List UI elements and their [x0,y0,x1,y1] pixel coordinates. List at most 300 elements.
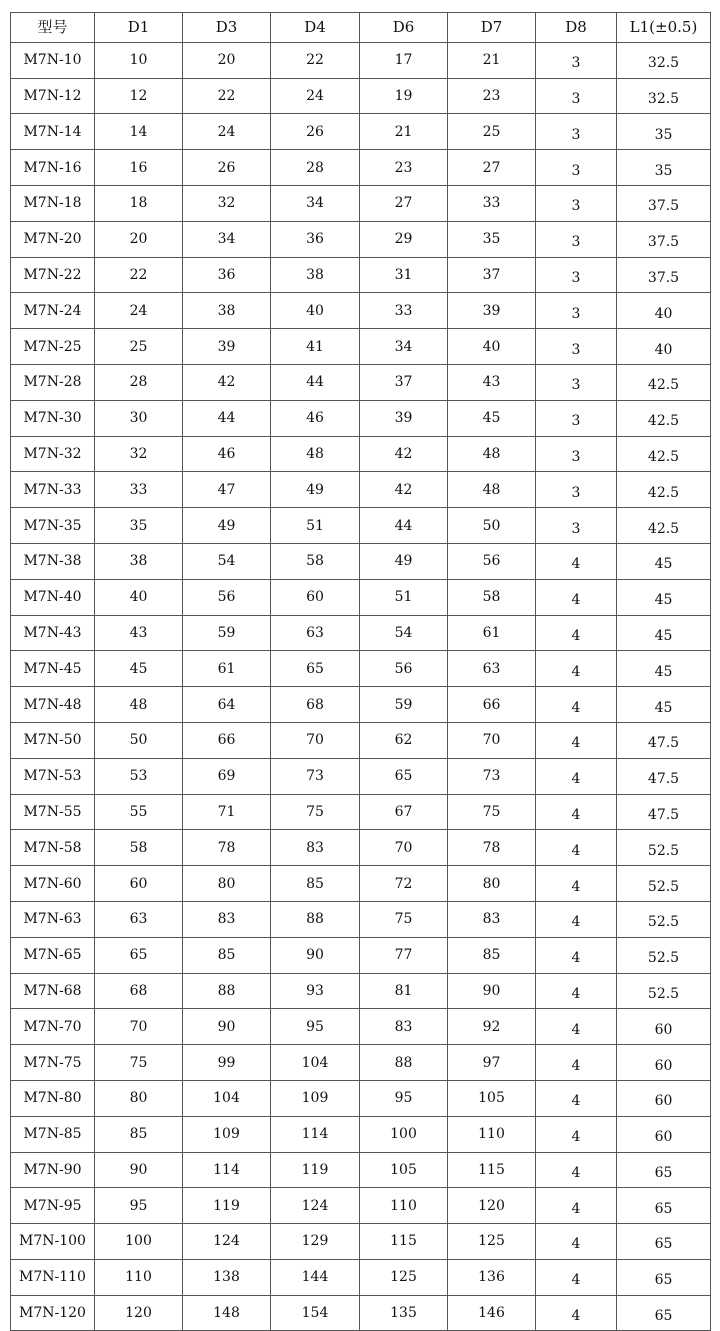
cell-d1: 16 [95,150,183,186]
cell-d8: 3 [536,329,617,365]
cell-d7: 66 [448,687,536,723]
cell-l1: 65 [617,1295,711,1331]
cell-d1: 35 [95,508,183,544]
cell-d4: 129 [271,1224,360,1260]
cell-d8: 4 [536,1295,617,1331]
cell-l1: 60 [617,1080,711,1116]
cell-d7: 48 [448,472,536,508]
table-row [11,579,711,615]
cell-d4: 63 [271,615,360,651]
cell-l1: 45 [617,543,711,579]
cell-d6: 65 [360,758,448,794]
cell-d3: 124 [183,1224,271,1260]
table-row [11,185,711,221]
cell-d7: 39 [448,293,536,329]
cell-l1: 47.5 [617,722,711,758]
cell-d8: 4 [536,1045,617,1081]
header-d4: D4 [271,13,360,43]
cell-model: M7N-28 [11,364,95,400]
cell-d4: 124 [271,1188,360,1224]
cell-d6: 72 [360,866,448,902]
cell-model: M7N-40 [11,579,95,615]
cell-d7: 83 [448,901,536,937]
cell-d8: 3 [536,508,617,544]
cell-d8: 3 [536,114,617,150]
cell-d3: 90 [183,1009,271,1045]
cell-d4: 73 [271,758,360,794]
cell-d3: 138 [183,1259,271,1295]
cell-l1: 42.5 [617,400,711,436]
cell-d1: 120 [95,1295,183,1331]
cell-d1: 95 [95,1188,183,1224]
cell-d6: 125 [360,1259,448,1295]
cell-d7: 78 [448,830,536,866]
cell-d7: 43 [448,364,536,400]
cell-l1: 45 [617,579,711,615]
cell-d1: 10 [95,42,183,78]
cell-model: M7N-35 [11,508,95,544]
cell-model: M7N-50 [11,722,95,758]
cell-d3: 56 [183,579,271,615]
cell-d1: 58 [95,830,183,866]
cell-d3: 32 [183,185,271,221]
table-row [11,1045,711,1081]
cell-model: M7N-90 [11,1152,95,1188]
cell-d7: 56 [448,543,536,579]
cell-d3: 47 [183,472,271,508]
cell-model: M7N-58 [11,830,95,866]
cell-d6: 54 [360,615,448,651]
cell-d1: 28 [95,364,183,400]
cell-d3: 114 [183,1152,271,1188]
cell-model: M7N-10 [11,42,95,78]
cell-d7: 90 [448,973,536,1009]
table-row [11,1080,711,1116]
cell-d4: 26 [271,114,360,150]
cell-d8: 4 [536,1116,617,1152]
cell-d1: 55 [95,794,183,830]
cell-d3: 46 [183,436,271,472]
cell-d6: 75 [360,901,448,937]
table-row [11,722,711,758]
header-d3: D3 [183,13,271,43]
cell-d8: 4 [536,722,617,758]
cell-d3: 78 [183,830,271,866]
spec-table [10,12,711,1331]
cell-d8: 4 [536,1080,617,1116]
cell-d1: 20 [95,221,183,257]
cell-d6: 33 [360,293,448,329]
cell-d4: 28 [271,150,360,186]
cell-d7: 45 [448,400,536,436]
cell-d6: 110 [360,1188,448,1224]
cell-model: M7N-25 [11,329,95,365]
cell-d4: 65 [271,651,360,687]
cell-model: M7N-60 [11,866,95,902]
cell-d6: 23 [360,150,448,186]
cell-d3: 42 [183,364,271,400]
table-row [11,42,711,78]
cell-d7: 125 [448,1224,536,1260]
cell-d8: 3 [536,400,617,436]
cell-d6: 51 [360,579,448,615]
cell-d4: 104 [271,1045,360,1081]
cell-model: M7N-43 [11,615,95,651]
cell-d7: 73 [448,758,536,794]
cell-l1: 65 [617,1259,711,1295]
table-row [11,78,711,114]
cell-d7: 33 [448,185,536,221]
cell-d1: 68 [95,973,183,1009]
table-row [11,1224,711,1260]
cell-l1: 52.5 [617,937,711,973]
cell-d7: 63 [448,651,536,687]
cell-l1: 52.5 [617,830,711,866]
table-row [11,937,711,973]
cell-d7: 25 [448,114,536,150]
cell-d8: 4 [536,1224,617,1260]
cell-l1: 40 [617,329,711,365]
cell-model: M7N-14 [11,114,95,150]
cell-d3: 20 [183,42,271,78]
table-row [11,400,711,436]
cell-d7: 23 [448,78,536,114]
cell-d7: 105 [448,1080,536,1116]
cell-d4: 68 [271,687,360,723]
cell-d8: 4 [536,901,617,937]
cell-d4: 114 [271,1116,360,1152]
cell-model: M7N-12 [11,78,95,114]
cell-d8: 4 [536,651,617,687]
cell-d6: 95 [360,1080,448,1116]
cell-model: M7N-48 [11,687,95,723]
cell-d1: 43 [95,615,183,651]
cell-model: M7N-55 [11,794,95,830]
table-row [11,114,711,150]
table-row [11,329,711,365]
cell-d1: 12 [95,78,183,114]
cell-d4: 144 [271,1259,360,1295]
cell-d1: 32 [95,436,183,472]
cell-d7: 35 [448,221,536,257]
cell-d6: 77 [360,937,448,973]
cell-d6: 19 [360,78,448,114]
cell-d6: 105 [360,1152,448,1188]
cell-d3: 69 [183,758,271,794]
cell-l1: 45 [617,615,711,651]
cell-d8: 3 [536,185,617,221]
cell-d3: 26 [183,150,271,186]
cell-d1: 33 [95,472,183,508]
cell-d3: 49 [183,508,271,544]
table-row [11,472,711,508]
cell-l1: 47.5 [617,794,711,830]
cell-d7: 75 [448,794,536,830]
cell-d7: 80 [448,866,536,902]
cell-d8: 3 [536,257,617,293]
cell-d4: 49 [271,472,360,508]
table-row [11,1259,711,1295]
cell-d4: 75 [271,794,360,830]
cell-l1: 42.5 [617,364,711,400]
cell-d6: 70 [360,830,448,866]
cell-d6: 49 [360,543,448,579]
cell-d3: 104 [183,1080,271,1116]
cell-l1: 60 [617,1009,711,1045]
cell-d8: 4 [536,1009,617,1045]
cell-d3: 44 [183,400,271,436]
table-header [11,13,711,43]
cell-d1: 45 [95,651,183,687]
cell-d7: 40 [448,329,536,365]
cell-d1: 65 [95,937,183,973]
cell-model: M7N-18 [11,185,95,221]
table-row [11,901,711,937]
cell-d1: 75 [95,1045,183,1081]
cell-d3: 80 [183,866,271,902]
cell-d1: 70 [95,1009,183,1045]
cell-d4: 58 [271,543,360,579]
cell-model: M7N-110 [11,1259,95,1295]
cell-model: M7N-80 [11,1080,95,1116]
header-d7: D7 [448,13,536,43]
cell-model: M7N-68 [11,973,95,1009]
table-row [11,257,711,293]
cell-d1: 50 [95,722,183,758]
cell-d4: 34 [271,185,360,221]
cell-d7: 48 [448,436,536,472]
cell-l1: 42.5 [617,472,711,508]
cell-d1: 53 [95,758,183,794]
cell-d4: 36 [271,221,360,257]
cell-d4: 44 [271,364,360,400]
cell-d8: 3 [536,78,617,114]
cell-d7: 85 [448,937,536,973]
table-row [11,830,711,866]
table-body [11,42,711,1331]
cell-d6: 42 [360,436,448,472]
cell-d4: 95 [271,1009,360,1045]
cell-model: M7N-70 [11,1009,95,1045]
cell-d7: 120 [448,1188,536,1224]
cell-d6: 17 [360,42,448,78]
cell-d4: 51 [271,508,360,544]
cell-d1: 60 [95,866,183,902]
cell-l1: 45 [617,651,711,687]
cell-d4: 48 [271,436,360,472]
cell-l1: 40 [617,293,711,329]
cell-d7: 50 [448,508,536,544]
cell-d6: 44 [360,508,448,544]
cell-d1: 30 [95,400,183,436]
cell-d8: 4 [536,615,617,651]
cell-d7: 27 [448,150,536,186]
header-l1: L1(±0.5) [617,13,711,43]
cell-d3: 119 [183,1188,271,1224]
cell-d7: 21 [448,42,536,78]
header-model: 型号 [11,13,95,43]
table-row [11,687,711,723]
cell-d6: 29 [360,221,448,257]
cell-d8: 3 [536,42,617,78]
cell-l1: 45 [617,687,711,723]
cell-d1: 40 [95,579,183,615]
cell-model: M7N-24 [11,293,95,329]
cell-d6: 21 [360,114,448,150]
cell-d4: 93 [271,973,360,1009]
cell-d1: 48 [95,687,183,723]
cell-d3: 66 [183,722,271,758]
cell-d6: 42 [360,472,448,508]
cell-d3: 39 [183,329,271,365]
cell-d3: 85 [183,937,271,973]
cell-d8: 4 [536,830,617,866]
cell-d3: 64 [183,687,271,723]
cell-d4: 46 [271,400,360,436]
cell-d1: 14 [95,114,183,150]
cell-d8: 4 [536,579,617,615]
cell-d8: 3 [536,364,617,400]
cell-d6: 100 [360,1116,448,1152]
cell-d1: 90 [95,1152,183,1188]
cell-d3: 109 [183,1116,271,1152]
cell-d7: 136 [448,1259,536,1295]
cell-l1: 52.5 [617,901,711,937]
cell-d6: 31 [360,257,448,293]
table-row [11,973,711,1009]
cell-d8: 4 [536,973,617,1009]
table-row [11,651,711,687]
cell-d3: 38 [183,293,271,329]
cell-l1: 47.5 [617,758,711,794]
table-row [11,293,711,329]
cell-model: M7N-63 [11,901,95,937]
cell-model: M7N-33 [11,472,95,508]
table-row [11,1009,711,1045]
cell-d8: 4 [536,794,617,830]
cell-l1: 60 [617,1116,711,1152]
table-row [11,364,711,400]
header-d6: D6 [360,13,448,43]
cell-d6: 56 [360,651,448,687]
table-row [11,221,711,257]
cell-l1: 32.5 [617,78,711,114]
cell-d3: 24 [183,114,271,150]
cell-model: M7N-95 [11,1188,95,1224]
table-row [11,1116,711,1152]
cell-l1: 65 [617,1188,711,1224]
cell-d8: 3 [536,293,617,329]
table-row [11,1188,711,1224]
cell-d8: 3 [536,150,617,186]
cell-d4: 40 [271,293,360,329]
cell-model: M7N-45 [11,651,95,687]
cell-d4: 38 [271,257,360,293]
cell-l1: 60 [617,1045,711,1081]
cell-l1: 35 [617,150,711,186]
cell-d1: 63 [95,901,183,937]
cell-d6: 37 [360,364,448,400]
table-row [11,758,711,794]
cell-d4: 41 [271,329,360,365]
cell-l1: 42.5 [617,436,711,472]
cell-d4: 154 [271,1295,360,1331]
cell-d6: 81 [360,973,448,1009]
cell-d1: 18 [95,185,183,221]
cell-model: M7N-120 [11,1295,95,1331]
cell-d6: 59 [360,687,448,723]
cell-d8: 4 [536,687,617,723]
cell-d1: 38 [95,543,183,579]
cell-d4: 109 [271,1080,360,1116]
cell-model: M7N-20 [11,221,95,257]
cell-d1: 80 [95,1080,183,1116]
cell-d3: 22 [183,78,271,114]
cell-d6: 39 [360,400,448,436]
cell-model: M7N-22 [11,257,95,293]
cell-l1: 52.5 [617,973,711,1009]
header-row [11,13,711,43]
cell-d7: 92 [448,1009,536,1045]
cell-d8: 4 [536,543,617,579]
table-row [11,1152,711,1188]
cell-l1: 52.5 [617,866,711,902]
cell-d4: 88 [271,901,360,937]
cell-l1: 65 [617,1224,711,1260]
cell-l1: 37.5 [617,221,711,257]
cell-l1: 32.5 [617,42,711,78]
cell-model: M7N-85 [11,1116,95,1152]
cell-l1: 42.5 [617,508,711,544]
cell-l1: 37.5 [617,185,711,221]
cell-d4: 83 [271,830,360,866]
cell-d8: 3 [536,472,617,508]
cell-l1: 35 [617,114,711,150]
cell-d7: 70 [448,722,536,758]
cell-d7: 61 [448,615,536,651]
cell-d7: 110 [448,1116,536,1152]
cell-d7: 97 [448,1045,536,1081]
cell-d1: 110 [95,1259,183,1295]
cell-d3: 54 [183,543,271,579]
cell-d7: 146 [448,1295,536,1331]
table-row [11,794,711,830]
cell-d6: 62 [360,722,448,758]
cell-d6: 135 [360,1295,448,1331]
cell-model: M7N-30 [11,400,95,436]
cell-d8: 4 [536,1259,617,1295]
cell-model: M7N-16 [11,150,95,186]
cell-d4: 60 [271,579,360,615]
cell-d4: 24 [271,78,360,114]
cell-d3: 34 [183,221,271,257]
cell-d3: 36 [183,257,271,293]
cell-d3: 71 [183,794,271,830]
cell-d4: 119 [271,1152,360,1188]
cell-d8: 4 [536,1152,617,1188]
cell-d7: 58 [448,579,536,615]
cell-d4: 85 [271,866,360,902]
table-row [11,1295,711,1331]
cell-d1: 22 [95,257,183,293]
cell-d3: 88 [183,973,271,1009]
cell-d8: 4 [536,937,617,973]
cell-d6: 67 [360,794,448,830]
cell-d6: 34 [360,329,448,365]
cell-d6: 83 [360,1009,448,1045]
table-row [11,508,711,544]
cell-l1: 37.5 [617,257,711,293]
